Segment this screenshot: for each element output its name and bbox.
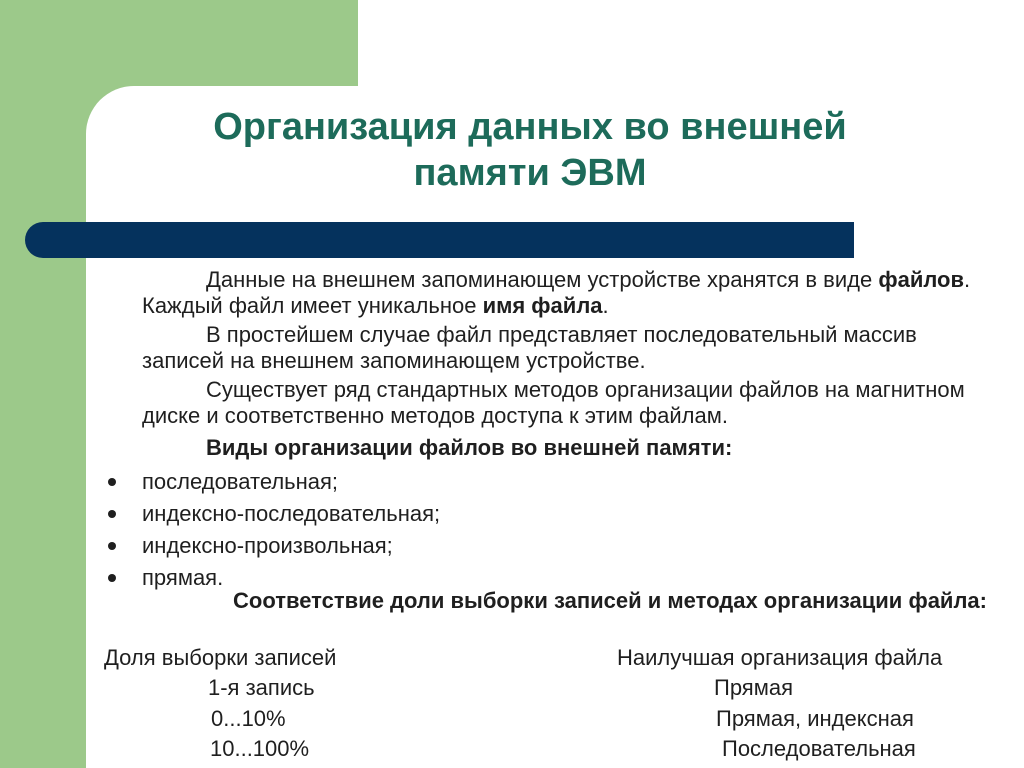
divider-bar <box>25 222 854 258</box>
table-row-left: 0...10% <box>211 706 286 731</box>
paragraph-files-text-2: . Каждый файл имеет уникальное <box>142 267 971 318</box>
page-title <box>120 104 940 196</box>
types-list <box>100 466 440 594</box>
list-item <box>100 498 440 530</box>
list-item-label: индексно-произвольная; <box>142 533 393 558</box>
bullet-icon <box>108 574 116 582</box>
bullet-icon <box>108 542 116 550</box>
list-item <box>100 466 440 498</box>
table-row-right: Прямая, индексная <box>716 706 914 731</box>
table-header-left: Доля выборки записей <box>104 645 337 670</box>
correspondence-heading: Соответствие доли выборки записей и методах организации файла: <box>233 588 987 613</box>
paragraph-methods: Существует ряд стандартных методов организации файлов на магнитном диске и соответственно методов доступа к этим файлам. <box>142 377 965 428</box>
table-header-right: Наилучшая организация файла <box>617 645 943 670</box>
bullet-icon <box>108 510 116 518</box>
table-row-right: Прямая <box>714 675 793 700</box>
title-line-2: памяти ЭВМ <box>413 152 647 194</box>
paragraph-files-bold-2: имя файла <box>482 293 603 318</box>
paragraph-files-text-3: . <box>602 293 609 318</box>
list-item-label: прямая. <box>142 565 224 590</box>
types-heading: Виды организации файлов во внешней памяти: <box>206 435 733 460</box>
list-item-label: индексно-последовательная; <box>142 501 441 526</box>
table-row-left: 1-я запись <box>208 675 315 700</box>
paragraph-files-text-1: Данные на внешнем запоминающем устройстве хранятся в виде <box>206 267 879 292</box>
bullet-icon <box>108 478 116 486</box>
table-row-left: 10...100% <box>210 736 310 761</box>
table-row-right: Последовательная <box>722 736 916 761</box>
list-item-label: последовательная; <box>142 469 339 494</box>
list-item <box>100 530 440 562</box>
title-line-1: Организация данных во внешней <box>213 106 847 148</box>
paragraph-files <box>142 267 1002 319</box>
paragraph-files-bold-1: файлов <box>878 267 965 292</box>
body-text <box>142 267 1002 432</box>
paragraph-simple-case: В простейшем случае файл представляет последовательный массив записей на внешнем запоминающем устройстве. <box>142 322 917 373</box>
